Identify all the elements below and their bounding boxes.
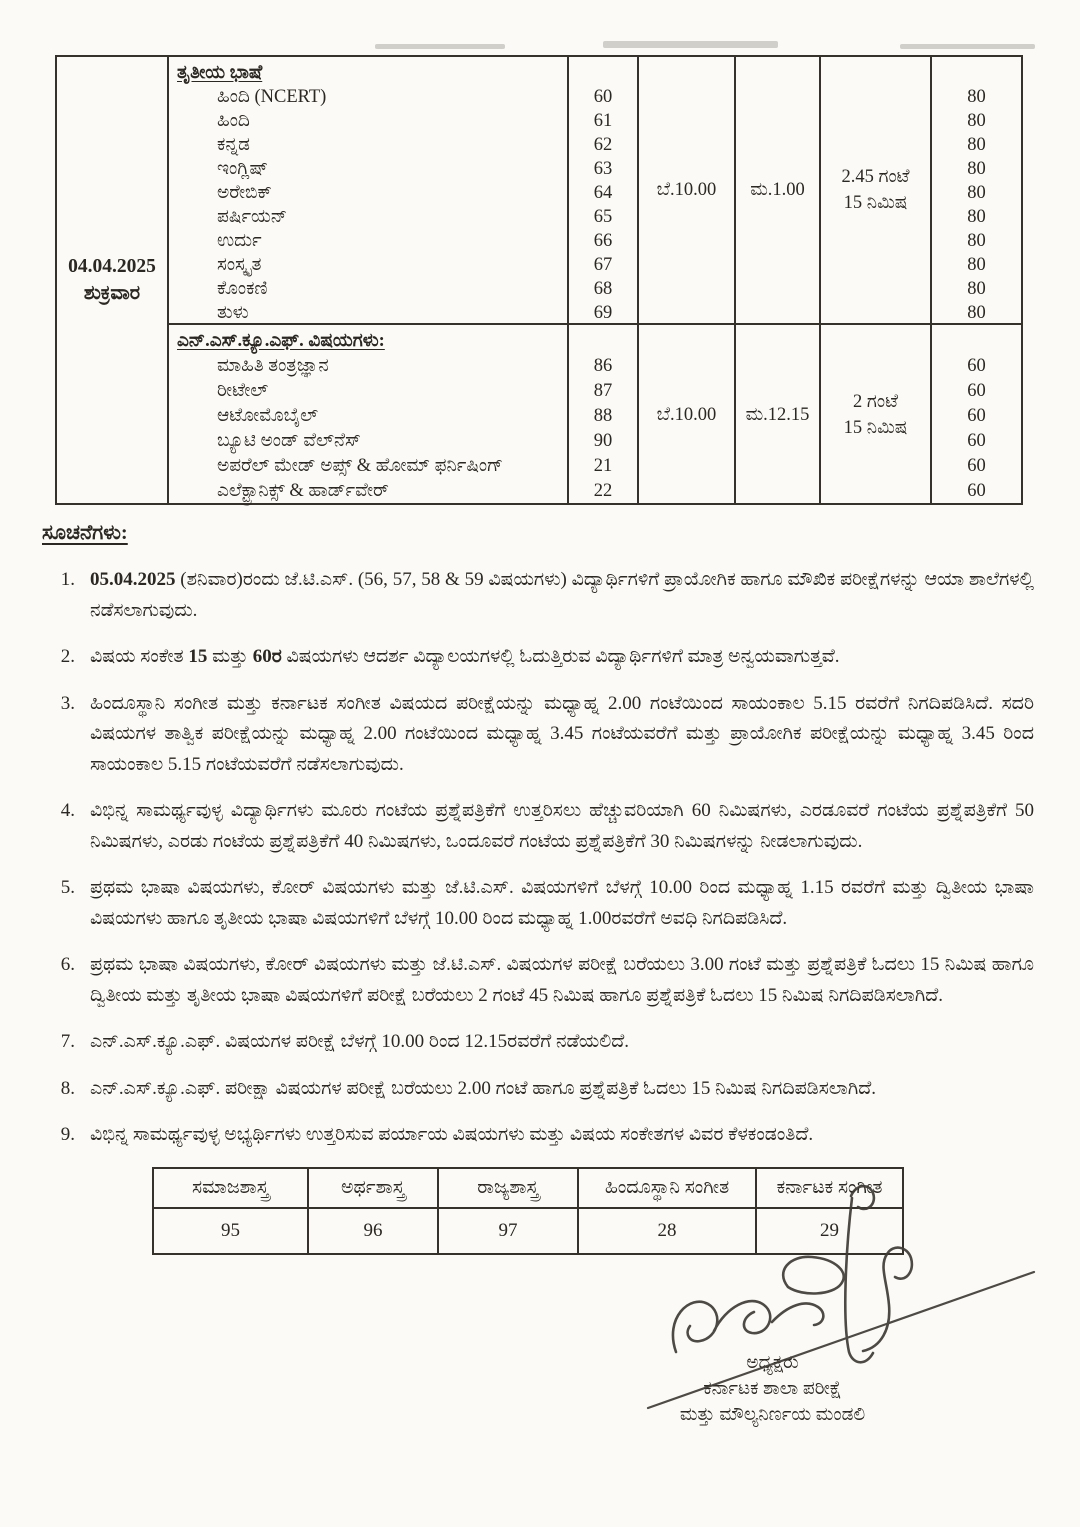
subject-name: ಆಟೋಮೊಬೈಲ್ bbox=[217, 406, 319, 426]
note-number: 8. bbox=[60, 1077, 75, 1099]
alt-table-header-row bbox=[153, 1168, 903, 1208]
subject-name: ಉರ್ದು bbox=[217, 231, 262, 251]
subject-code: 86 bbox=[593, 356, 613, 376]
note-item bbox=[42, 950, 1034, 1011]
max-marks: 60 bbox=[967, 381, 986, 401]
max-marks: 60 bbox=[967, 456, 986, 476]
subject-name: ಮಾಹಿತಿ ತಂತ್ರಜ್ಞಾನ bbox=[217, 356, 329, 376]
timetable-body bbox=[169, 57, 1021, 503]
subject-code: 63 bbox=[593, 159, 613, 179]
subject-name: ಕೊಂಕಣಿ bbox=[217, 279, 268, 299]
exam-day: ಶುಕ್ರವಾರ bbox=[83, 282, 141, 304]
note-item bbox=[42, 642, 1034, 673]
scan-artifact bbox=[603, 41, 778, 48]
end-time-cell: ಮ.12.15 bbox=[736, 325, 821, 504]
subject-name: ಇಂಗ್ಲಿಷ್ bbox=[217, 159, 269, 179]
alt-subject-code: 95 bbox=[153, 1208, 308, 1254]
subject-code: 68 bbox=[593, 279, 613, 299]
board-name-line2: ಮತ್ತು ಮೌಲ್ಯನಿರ್ಣಯ ಮಂಡಲಿ bbox=[679, 1405, 866, 1425]
notes-heading: ಸೂಚನೆಗಳು: bbox=[42, 522, 128, 544]
note-number: 3. bbox=[60, 692, 75, 714]
note-item bbox=[42, 1074, 1034, 1105]
scan-artifact bbox=[900, 44, 1035, 49]
duration-cell: 2.45 ಗಂಟೆ 15 ನಿಮಿಷ bbox=[821, 57, 932, 323]
section-header: ಎನ್.ಎಸ್.ಕ್ಯೂ.ಎಫ್. ವಿಷಯಗಳು: bbox=[177, 331, 385, 351]
max-marks: 80 bbox=[967, 183, 986, 203]
subject-code: 60 bbox=[593, 87, 613, 107]
subject-name: ಪರ್ಷಿಯನ್ bbox=[217, 207, 288, 227]
subject-name: ಅರೇಬಿಕ್ bbox=[217, 183, 272, 203]
subject-code: 21 bbox=[593, 456, 613, 476]
subject-code: 67 bbox=[593, 255, 613, 275]
exam-date: 04.04.2025 bbox=[68, 255, 156, 277]
subject-code: 61 bbox=[593, 111, 613, 131]
max-marks: 60 bbox=[967, 356, 986, 376]
max-marks: 80 bbox=[967, 159, 986, 179]
subject-code: 62 bbox=[593, 135, 613, 155]
max-marks: 60 bbox=[967, 431, 986, 451]
exam-timetable-table bbox=[55, 55, 1023, 505]
alt-subject-code: 96 bbox=[308, 1208, 438, 1254]
section-nsqf bbox=[169, 325, 1021, 504]
subject-name: ತುಳು bbox=[217, 303, 249, 323]
end-time-cell: ಮ.1.00 bbox=[736, 57, 821, 323]
note-number: 6. bbox=[60, 954, 75, 975]
note-text: ಪ್ರಥಮ ಭಾಷಾ ವಿಷಯಗಳು, ಕೋರ್ ವಿಷಯಗಳು ಮತ್ತು ಜೆ.ಟಿ.ಎಸ್. ವಿಷಯಗಳಿಗೆ ಬೆಳಗ್ಗೆ 10.00 ರಿಂದ ಮಧ್ಯಾಹ್ನ 1.15 ರವರೆಗೆ ಮತ್ತು ದ್ವಿತೀಯ ಭಾಷಾ ವಿಷಯಗಳು ಹಾಗೂ ತೃತೀಯ ಭಾಷಾ ವಿಷಯಗಳಿಗೆ ಬೆಳಗ್ಗೆ 10.00 ರಿಂದ ಮಧ್ಯಾಹ್ನ 1.00ರವರೆಗೆ ಅವಧಿ ನಿಗದಿಪಡಿಸಿದೆ. bbox=[90, 877, 1034, 929]
scan-artifact bbox=[375, 44, 505, 49]
max-marks: 80 bbox=[967, 135, 986, 155]
note-number: 5. bbox=[60, 877, 75, 898]
exam-date-cell bbox=[57, 57, 169, 503]
note-item bbox=[42, 1027, 1034, 1058]
signatory-designation: ಅಧ್ಯಕ್ಷರು bbox=[746, 1353, 799, 1373]
subject-name: ಕನ್ನಡ bbox=[217, 135, 250, 155]
max-marks: 80 bbox=[967, 111, 986, 131]
note-item bbox=[42, 689, 1034, 781]
note-number: 2. bbox=[60, 646, 75, 667]
max-marks: 80 bbox=[967, 207, 986, 227]
subjects-column bbox=[169, 57, 569, 323]
subject-name: ರೀಟೇಲ್ bbox=[217, 381, 269, 401]
note-number: 4. bbox=[60, 800, 75, 821]
alternative-subjects-table bbox=[152, 1167, 904, 1255]
marks-column bbox=[932, 325, 1021, 504]
note-text: ಎನ್.ಎಸ್.ಕ್ಯೂ.ಎಫ್. ವಿಷಯಗಳ ಪರೀಕ್ಷೆ ಬೆಳಗ್ಗೆ 10.00 ರಿಂದ 12.15ರವರೆಗೆ ನಡೆಯಲಿದೆ. bbox=[90, 1031, 630, 1052]
note-number: 1. bbox=[60, 569, 75, 590]
max-marks: 80 bbox=[967, 87, 986, 107]
alt-table-header: ರಾಜ್ಯಶಾಸ್ತ್ರ bbox=[438, 1168, 578, 1208]
alt-table-header: ಕರ್ನಾಟಕ ಸಂಗೀತ bbox=[756, 1168, 903, 1208]
max-marks: 80 bbox=[967, 279, 986, 299]
note-text: ಪ್ರಥಮ ಭಾಷಾ ವಿಷಯಗಳು, ಕೋರ್ ವಿಷಯಗಳು ಮತ್ತು ಜೆ.ಟಿ.ಎಸ್. ವಿಷಯಗಳ ಪರೀಕ್ಷೆ ಬರೆಯಲು 3.00 ಗಂಟೆ ಮತ್ತು ಪ್ರಶ್ನೆಪತ್ರಿಕೆ ಓದಲು 15 ನಿಮಿಷ ಹಾಗೂ ದ್ವಿತೀಯ ಮತ್ತು ತೃತೀಯ ಭಾಷಾ ವಿಷಯಗಳಿಗೆ ಪರೀಕ್ಷೆ ಬರೆಯಲು 2 ಗಂಟೆ 45 ನಿಮಿಷ ಹಾಗೂ ಪ್ರಶ್ನೆಪತ್ರಿಕೆ ಓದಲು 15 ನಿಮಿಷ ನಿಗದಿಪಡಿಸಲಾಗಿದೆ. bbox=[90, 954, 1034, 1006]
subject-code: 88 bbox=[593, 406, 613, 426]
start-time-cell: ಬೆ.10.00 bbox=[639, 57, 736, 323]
note-number: 7. bbox=[60, 1031, 75, 1052]
subject-name: ಎಲೆಕ್ಟ್ರಾನಿಕ್ಸ್ & ಹಾರ್ಡ್‌ವೇರ್ bbox=[217, 481, 389, 501]
note-item bbox=[42, 1120, 1034, 1151]
alt-subject-code: 29 bbox=[756, 1208, 903, 1254]
max-marks: 80 bbox=[967, 303, 986, 323]
subjects-column bbox=[169, 325, 569, 504]
subject-code: 64 bbox=[593, 183, 613, 203]
subject-code: 65 bbox=[593, 207, 613, 227]
subject-code: 22 bbox=[593, 481, 613, 501]
note-item bbox=[42, 796, 1034, 857]
subject-name: ಹಿಂದಿ (NCERT) bbox=[217, 87, 327, 107]
subject-name: ಬ್ಯೂಟಿ ಅಂಡ್ ವೆಲ್‌ನೆಸ್ bbox=[217, 431, 361, 451]
note-text: ವಿಷಯ ಸಂಕೇತ 15 ಮತ್ತು 60ರ ವಿಷಯಗಳು ಆದರ್ಶ ವಿದ್ಯಾಲಯಗಳಲ್ಲಿ ಓದುತ್ತಿರುವ ವಿದ್ಯಾರ್ಥಿಗಳಿಗೆ ಮಾತ್ರ ಅನ್ವಯವಾಗುತ್ತವೆ. bbox=[90, 646, 840, 667]
subject-code: 87 bbox=[593, 381, 613, 401]
start-time-cell: ಬೆ.10.00 bbox=[639, 325, 736, 504]
max-marks: 80 bbox=[967, 231, 986, 251]
note-text: ವಿಭಿನ್ನ ಸಾಮರ್ಥ್ಯವುಳ್ಳ ವಿದ್ಯಾರ್ಥಿಗಳು ಮೂರು ಗಂಟೆಯ ಪ್ರಶ್ನೆಪತ್ರಿಕೆಗೆ ಉತ್ತರಿಸಲು ಹೆಚ್ಚುವರಿಯಾಗಿ 60 ನಿಮಿಷಗಳು, ಎರಡೂವರೆ ಗಂಟೆಯ ಪ್ರಶ್ನೆಪತ್ರಿಕೆಗೆ 50 ನಿಮಿಷಗಳು, ಎರಡು ಗಂಟೆಯ ಪ್ರಶ್ನೆಪತ್ರಿಕೆಗೆ 40 ನಿಮಿಷಗಳು, ಒಂದೂವರೆ ಗಂಟೆಯ ಪ್ರಶ್ನೆಪತ್ರಿಕೆಗೆ 30 ನಿಮಿಷಗಳನ್ನು ನೀಡಲಾಗುವುದು. bbox=[90, 800, 1034, 852]
note-text: ಹಿಂದೂಸ್ಥಾನಿ ಸಂಗೀತ ಮತ್ತು ಕರ್ನಾಟಕ ಸಂಗೀತ ವಿಷಯದ ಪರೀಕ್ಷೆಯನ್ನು ಮಧ್ಯಾಹ್ನ 2.00 ಗಂಟೆಯಿಂದ ಸಾಯಂಕಾಲ 5.15 ರವರೆಗೆ ನಿಗದಿಪಡಿಸಿದೆ. ಸದರಿ ವಿಷಯಗಳ ತಾತ್ವಿಕ ಪರೀಕ್ಷೆಯನ್ನು ಮಧ್ಯಾಹ್ನ 2.00 ಗಂಟೆಯಿಂದ ಮಧ್ಯಾಹ್ನ 3.45 ಗಂಟೆಯವರೆಗೆ ಮತ್ತು ಪ್ರಾಯೋಗಿಕ ಪರೀಕ್ಷೆಯನ್ನು ಮಧ್ಯಾಹ್ನ 3.45 ರಿಂದ ಸಾಯಂಕಾಲ 5.15 ಗಂಟೆಯವರೆಗೆ ನಡೆಸಲಾಗುವುದು. bbox=[90, 692, 1034, 775]
duration-cell: 2 ಗಂಟೆ 15 ನಿಮಿಷ bbox=[821, 325, 932, 504]
alt-subject-code: 97 bbox=[438, 1208, 578, 1254]
subject-code: 90 bbox=[593, 431, 613, 451]
note-text: ಎನ್.ಎಸ್.ಕ್ಯೂ.ಎಫ್. ಪರೀಕ್ಷಾ ವಿಷಯಗಳ ಪರೀಕ್ಷೆ ಬರೆಯಲು 2.00 ಗಂಟೆ ಹಾಗೂ ಪ್ರಶ್ನೆಪತ್ರಿಕೆ ಓದಲು 15 ನಿಮಿಷ ನಿಗದಿಪಡಿಸಲಾಗಿದೆ. bbox=[90, 1077, 877, 1099]
max-marks: 80 bbox=[967, 255, 986, 275]
alt-table-code-row bbox=[153, 1208, 903, 1254]
section-third-language bbox=[169, 57, 1021, 325]
note-item bbox=[42, 565, 1034, 626]
note-text: ವಿಭಿನ್ನ ಸಾಮರ್ಥ್ಯವುಳ್ಳ ಅಭ್ಯರ್ಥಿಗಳು ಉತ್ತರಿಸುವ ಪರ್ಯಾಯ ವಿಷಯಗಳು ಮತ್ತು ವಿಷಯ ಸಂಕೇತಗಳ ವಿವರ ಕೆಳಕಂಡಂತಿದೆ. bbox=[90, 1124, 814, 1145]
subject-code: 66 bbox=[593, 231, 613, 251]
notes-section bbox=[42, 522, 1034, 1255]
alt-table-header: ಸಮಾಜಶಾಸ್ತ್ರ bbox=[153, 1168, 308, 1208]
max-marks: 60 bbox=[967, 406, 986, 426]
subject-code-column bbox=[569, 57, 639, 323]
marks-column bbox=[932, 57, 1021, 323]
alt-subject-code: 28 bbox=[578, 1208, 756, 1254]
alt-table-header: ಹಿಂದೂಸ್ಥಾನಿ ಸಂಗೀತ bbox=[578, 1168, 756, 1208]
board-name-line1: ಕರ್ನಾಟಕ ಶಾಲಾ ಪರೀಕ್ಷೆ bbox=[703, 1379, 842, 1399]
note-item bbox=[42, 873, 1034, 934]
subject-code: 69 bbox=[593, 303, 613, 323]
section-header: ತೃತೀಯ ಭಾಷೆ bbox=[177, 63, 263, 83]
subject-name: ಹಿಂದಿ bbox=[217, 111, 250, 131]
signature-block bbox=[600, 1350, 945, 1428]
alt-table-header: ಅರ್ಥಶಾಸ್ತ್ರ bbox=[308, 1168, 438, 1208]
subject-name: ಅಪರೆಲ್ ಮೇಡ್ ಅಪ್ಸ್ & ಹೋಮ್ ಫರ್ನಿಷಿಂಗ್ bbox=[217, 456, 504, 476]
note-text: 05.04.2025 (ಶನಿವಾರ)ರಂದು ಜೆ.ಟಿ.ಎಸ್. (56, 57, 58 & 59 ವಿಷಯಗಳು) ವಿದ್ಯಾರ್ಥಿಗಳಿಗೆ ಪ್ರಾಯೋಗಿಕ ಹಾಗೂ ಮೌಖಿಕ ಪರೀಕ್ಷೆಗಳನ್ನು ಆಯಾ ಶಾಲೆಗಳಲ್ಲಿ ನಡೆಸಲಾಗುವುದು. bbox=[90, 569, 1034, 621]
subject-name: ಸಂಸ್ಕೃತ bbox=[217, 255, 262, 275]
note-number: 9. bbox=[60, 1124, 75, 1145]
max-marks: 60 bbox=[967, 481, 986, 501]
subject-code-column bbox=[569, 325, 639, 504]
